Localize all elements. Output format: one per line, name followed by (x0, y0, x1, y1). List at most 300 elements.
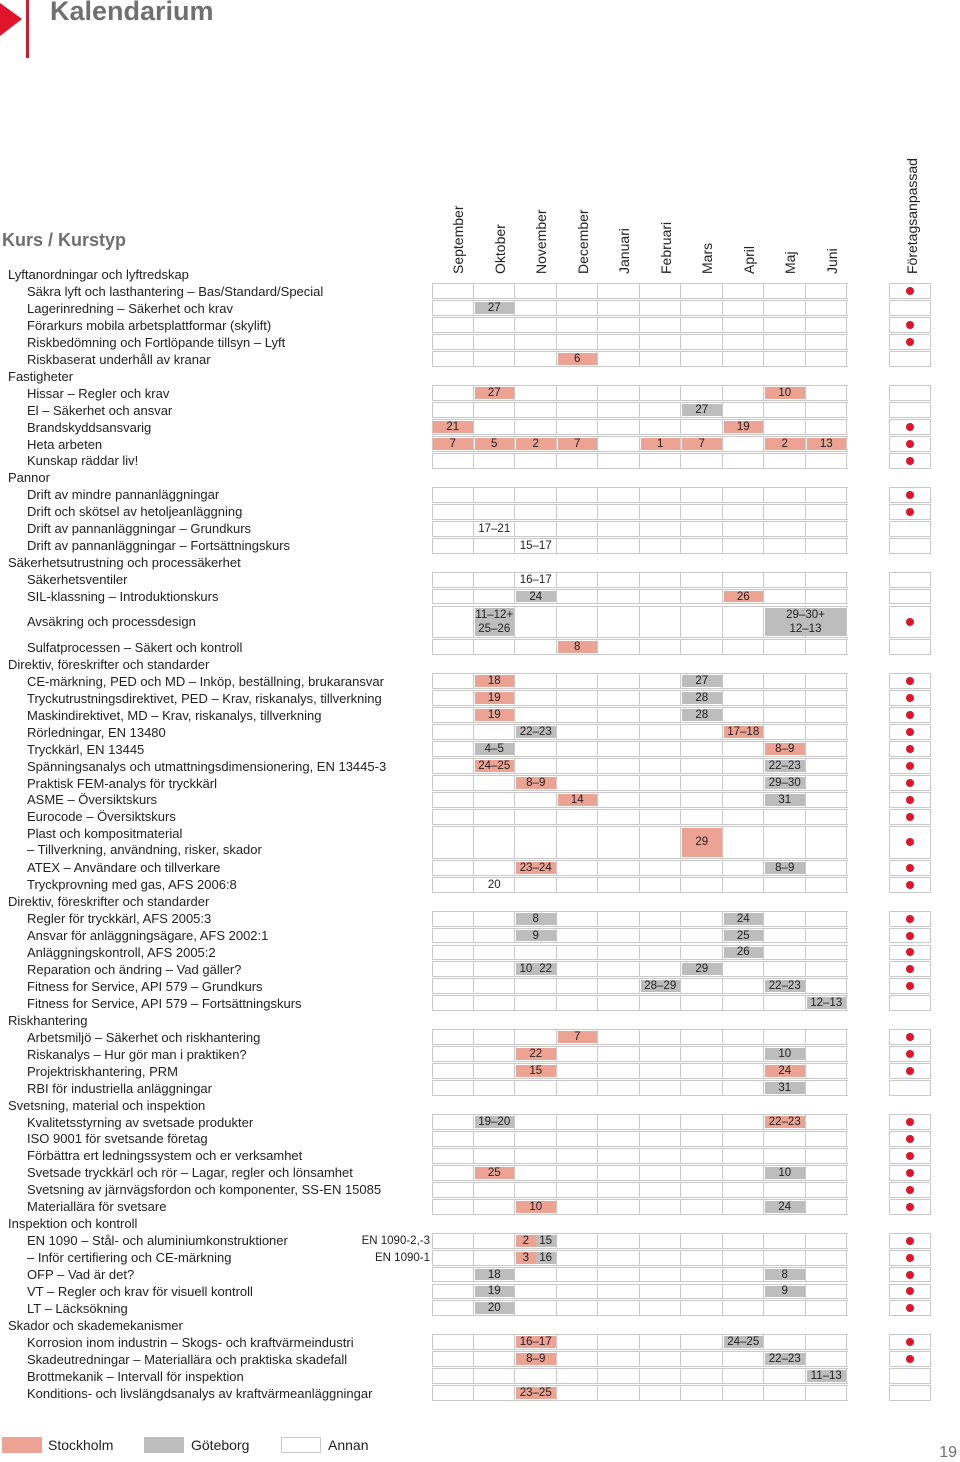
month-cell (432, 979, 474, 993)
month-cell (598, 708, 640, 722)
month-cell (723, 810, 765, 824)
month-cell (723, 1166, 765, 1180)
month-cell (764, 1369, 806, 1383)
month-cell (432, 403, 474, 417)
month-cell (723, 1352, 765, 1366)
month-cell (723, 505, 765, 519)
custom-available-dot-icon (906, 508, 914, 516)
month-cell (515, 1166, 557, 1180)
month-cell (640, 386, 682, 400)
month-grid-row (432, 1080, 848, 1096)
month-cell (515, 691, 557, 705)
month-grid-row (432, 860, 848, 876)
month-cell (557, 301, 599, 315)
course-date-text: 15 (539, 1234, 553, 1247)
course-date-text: 31 (778, 793, 792, 806)
month-cell (764, 454, 806, 468)
course-date (724, 930, 764, 942)
month-cell (723, 1251, 765, 1265)
month-cell (640, 1285, 682, 1299)
month-cell (640, 1335, 682, 1349)
month-cell (432, 454, 474, 468)
section-heading: Pannor (8, 470, 50, 486)
month-cell (723, 539, 765, 553)
custom-course-cell (889, 606, 931, 639)
month-cell (640, 488, 682, 502)
month-cell (515, 878, 557, 892)
course-label: Arbetsmiljö – Säkerhet och riskhantering (27, 1029, 261, 1045)
month-cell (806, 962, 848, 976)
month-cell (474, 1030, 516, 1044)
course-label: Anläggningskontroll, AFS 2005:2 (27, 945, 216, 960)
month-cell (598, 352, 640, 366)
month-cell (474, 776, 516, 790)
custom-available-dot-icon (906, 1186, 914, 1194)
custom-course-cell (889, 1250, 931, 1266)
month-cell (723, 454, 765, 468)
custom-course-cell (889, 961, 931, 977)
month-cell (723, 861, 765, 875)
month-cell (723, 1200, 765, 1214)
month-grid-row (432, 1046, 848, 1062)
month-cell (557, 759, 599, 773)
custom-course-cell (889, 283, 931, 299)
month-cell (432, 742, 474, 756)
custom-course-cell (889, 1334, 931, 1350)
custom-course-cell (889, 436, 931, 452)
month-cell (432, 725, 474, 739)
course-date (641, 438, 681, 450)
month-cell (598, 607, 640, 638)
custom-available-dot-icon (906, 838, 914, 846)
month-cell (557, 878, 599, 892)
course-label: Svetsade tryckkärl och rör – Lagar, regler och lönsamhet (27, 1165, 353, 1181)
course-date (765, 777, 805, 789)
month-cell (432, 827, 474, 858)
course-date-text: 1 (657, 437, 664, 450)
course-label: Plast och kompositmaterial (27, 826, 183, 842)
custom-available-dot-icon (906, 491, 914, 499)
month-grid-row (432, 1114, 848, 1130)
month-cell (806, 1047, 848, 1061)
course-date (765, 1082, 805, 1094)
month-cell (474, 454, 516, 468)
month-grid-row (432, 504, 848, 520)
month-grid-row (432, 724, 848, 740)
course-date-text: 18 (487, 675, 501, 688)
month-cell (432, 1234, 474, 1248)
month-cell (806, 488, 848, 502)
course-date (765, 438, 805, 450)
month-cell (557, 1200, 599, 1214)
course-date-text: 10 (778, 1048, 792, 1061)
custom-available-dot-icon (906, 982, 914, 990)
custom-course-cell (889, 317, 931, 333)
course-label: VT – Regler och krav för visuell kontroll (27, 1284, 253, 1299)
course-label: Lagerinredning – Säkerhet och krav (27, 300, 233, 316)
course-date (475, 1269, 515, 1281)
legend-label-goteborg: Göteborg (191, 1437, 250, 1453)
month-cell (515, 996, 557, 1010)
course-label: Tryckutrustningsdirektivet, PED – Krav, riskanalys, tillverkning (27, 690, 382, 706)
month-cell (806, 454, 848, 468)
month-cell (806, 929, 848, 943)
month-cell (557, 1166, 599, 1180)
course-date (475, 608, 515, 637)
month-cell (598, 962, 640, 976)
course-date (682, 438, 722, 450)
month-cell (598, 1234, 640, 1248)
month-cell (515, 640, 557, 654)
month-cell (598, 335, 640, 349)
custom-course-cell (889, 877, 931, 893)
month-cell (723, 403, 765, 417)
month-cell (681, 640, 723, 654)
course-date (765, 1269, 805, 1281)
month-cell (723, 1386, 765, 1400)
month-cell (640, 505, 682, 519)
month-cell (557, 454, 599, 468)
month-cell (806, 1030, 848, 1044)
course-date (475, 302, 515, 314)
month-cell (598, 996, 640, 1010)
course-date-text: 16 (539, 1251, 553, 1264)
course-date-text: 27 (695, 675, 709, 688)
course-date (724, 1336, 764, 1348)
month-cell (557, 335, 599, 349)
month-cell (432, 674, 474, 688)
course-date (682, 963, 722, 975)
month-cell (432, 1183, 474, 1197)
month-cell (432, 573, 474, 587)
course-date (536, 1252, 556, 1264)
month-cell (681, 810, 723, 824)
month-cell (557, 1064, 599, 1078)
month-grid-row (432, 436, 848, 452)
custom-available-dot-icon (906, 1152, 914, 1160)
page-title: Kalendarium (50, 0, 214, 26)
month-cell (557, 861, 599, 875)
month-cell (640, 284, 682, 298)
month-cell (515, 352, 557, 366)
month-cell (598, 1030, 640, 1044)
course-date-text: 21 (446, 421, 460, 434)
month-cell (806, 742, 848, 756)
month-cell (764, 1386, 806, 1400)
month-cell (598, 420, 640, 434)
month-cell (806, 403, 848, 417)
course-date (558, 641, 598, 653)
month-grid-row (432, 453, 848, 469)
month-cell (640, 793, 682, 807)
month-cell (557, 1132, 599, 1146)
month-cell (474, 929, 516, 943)
month-cell (598, 437, 640, 451)
custom-course-cell (889, 1182, 931, 1198)
course-date-text: 22–23 (768, 980, 801, 993)
month-cell (598, 776, 640, 790)
custom-course-cell (889, 995, 931, 1011)
month-cell (723, 708, 765, 722)
course-label: ISO 9001 för svetsande företag (27, 1131, 208, 1147)
month-cell (806, 301, 848, 315)
course-label: – Inför certifiering och CE-märkning (27, 1250, 232, 1266)
course-label: Reparation och ändring – Vad gäller? (27, 961, 242, 977)
course-date-text: 8 (781, 1268, 788, 1281)
custom-available-dot-icon (906, 1033, 914, 1041)
page-corner-marker (0, 0, 34, 58)
month-cell (557, 420, 599, 434)
month-cell (681, 301, 723, 315)
month-cell (764, 522, 806, 536)
month-cell (681, 454, 723, 468)
month-grid-row (432, 690, 848, 706)
month-cell (640, 878, 682, 892)
month-cell (681, 522, 723, 536)
course-label: Hissar – Regler och krav (27, 385, 170, 401)
course-date-text: 8–9 (526, 776, 546, 789)
custom-course-cell (889, 1029, 931, 1045)
month-cell (432, 1132, 474, 1146)
month-cell (723, 691, 765, 705)
month-cell (432, 1285, 474, 1299)
course-date-text: 16–17 (519, 1336, 552, 1349)
month-cell (681, 1386, 723, 1400)
month-cell (432, 539, 474, 553)
month-cell (598, 793, 640, 807)
month-cell (681, 1115, 723, 1129)
course-label: Maskindirektivet, MD – Krav, riskanalys, tillverkning (27, 707, 322, 723)
month-cell (723, 1030, 765, 1044)
month-grid-row (432, 351, 848, 367)
month-cell (432, 962, 474, 976)
month-cell (598, 1081, 640, 1095)
month-cell (557, 979, 599, 993)
month-cell (764, 539, 806, 553)
month-cell (723, 878, 765, 892)
month-cell (515, 742, 557, 756)
custom-course-cell (889, 792, 931, 808)
course-label: Fitness for Service, API 579 – Fortsättningskurs (27, 995, 302, 1011)
month-cell (432, 1268, 474, 1282)
custom-course-cell (889, 1351, 931, 1367)
month-cell (806, 1149, 848, 1163)
month-cell (432, 776, 474, 790)
month-cell (806, 522, 848, 536)
month-cell (681, 335, 723, 349)
month-cell (764, 878, 806, 892)
course-label: Sulfatprocessen – Säkert och kontroll (27, 639, 243, 655)
custom-course-cell (889, 945, 931, 961)
course-date (765, 1065, 805, 1077)
month-cell (806, 946, 848, 960)
course-date-text: 11–13 (810, 1370, 842, 1383)
month-cell (723, 1183, 765, 1197)
course-date-text: 9 (532, 929, 539, 942)
custom-available-dot-icon (906, 1355, 914, 1363)
course-date (475, 675, 515, 687)
course-label: Tryckkärl, EN 13445 (27, 741, 145, 757)
course-date-text: 29 (695, 836, 709, 849)
course-date-text: 15–17 (519, 539, 552, 552)
month-cell (557, 284, 599, 298)
course-date (516, 930, 556, 942)
custom-available-dot-icon (906, 932, 914, 940)
month-cell (640, 1047, 682, 1061)
month-cell (432, 810, 474, 824)
month-cell (681, 759, 723, 773)
month-cell (474, 1064, 516, 1078)
month-grid-row (432, 1334, 848, 1350)
course-date (475, 760, 515, 772)
course-date-text: 2 (522, 1234, 530, 1247)
custom-available-dot-icon (906, 338, 914, 346)
course-date (536, 963, 556, 975)
month-cell (515, 1301, 557, 1315)
course-date-text: 7 (574, 1031, 581, 1044)
course-date (724, 726, 764, 738)
course-date-text: 6 (574, 353, 581, 366)
month-cell (432, 1115, 474, 1129)
course-date-text: 29–30 (768, 776, 801, 789)
course-label: Svetsning av järnvägsfordon och komponenter, SS-EN 15085 (27, 1182, 382, 1198)
course-date-text: 23–24 (519, 861, 552, 874)
section-heading: Direktiv, föreskrifter och standarder (8, 656, 210, 672)
month-header-december: December (574, 209, 591, 274)
month-cell (723, 1132, 765, 1146)
course-date-text: 22–23 (519, 726, 552, 739)
month-grid-row (432, 741, 848, 757)
course-label: Avsäkring och processdesign (27, 614, 196, 629)
course-date-text: 28 (695, 709, 709, 722)
month-cell (806, 1301, 848, 1315)
month-cell (598, 1251, 640, 1265)
custom-available-dot-icon (906, 915, 914, 923)
month-cell (432, 386, 474, 400)
course-label: Heta arbeten (27, 436, 103, 452)
custom-course-cell (889, 860, 931, 876)
section-heading: Riskhantering (8, 1012, 88, 1028)
month-cell (598, 912, 640, 926)
month-cell (681, 352, 723, 366)
month-cell (723, 1064, 765, 1078)
month-cell (764, 725, 806, 739)
month-cell (598, 403, 640, 417)
course-label: RBI för industriella anläggningar (27, 1080, 212, 1096)
section-heading: Inspektion och kontroll (8, 1216, 138, 1232)
month-cell (640, 996, 682, 1010)
month-grid-row (432, 877, 848, 893)
month-cell (515, 318, 557, 332)
course-date-text: 31 (778, 1082, 792, 1095)
course-date (516, 913, 556, 925)
month-cell (598, 674, 640, 688)
month-cell (764, 505, 806, 519)
custom-course-cell (889, 911, 931, 927)
course-date (765, 1167, 805, 1179)
course-date-text: 10 (529, 1200, 543, 1213)
month-cell (723, 318, 765, 332)
custom-available-dot-icon (906, 1254, 914, 1262)
course-date (558, 794, 598, 806)
month-cell (640, 1166, 682, 1180)
course-date (516, 1336, 556, 1348)
month-cell (474, 827, 516, 858)
course-date (765, 743, 805, 755)
month-cell (474, 810, 516, 824)
month-cell (681, 1200, 723, 1214)
course-date-text: 20 (487, 1302, 501, 1315)
course-date-text: 19 (736, 421, 750, 434)
course-date (682, 828, 722, 857)
month-cell (681, 725, 723, 739)
month-cell (806, 505, 848, 519)
page-number: 19 (939, 1444, 957, 1461)
course-date (558, 353, 598, 365)
month-cell (515, 1149, 557, 1163)
course-date-text: 2 (532, 437, 539, 450)
month-cell (474, 1352, 516, 1366)
month-cell (640, 810, 682, 824)
month-cell (515, 810, 557, 824)
custom-course-cell (889, 1046, 931, 1062)
month-cell (598, 1386, 640, 1400)
custom-course-cell (889, 1063, 931, 1079)
custom-course-cell (889, 453, 931, 469)
course-label: Spänningsanalys och utmattningsdimensionering, EN 13445-3 (27, 758, 387, 774)
custom-available-dot-icon (906, 965, 914, 973)
month-cell (474, 962, 516, 976)
month-cell (806, 1064, 848, 1078)
month-cell (764, 488, 806, 502)
course-date (724, 421, 764, 433)
month-cell (598, 946, 640, 960)
month-cell (640, 725, 682, 739)
month-cell (432, 318, 474, 332)
month-cell (640, 1369, 682, 1383)
month-cell (598, 318, 640, 332)
month-cell (806, 284, 848, 298)
month-cell (764, 810, 806, 824)
course-date-text: 12–13 (810, 997, 843, 1010)
custom-available-dot-icon (906, 813, 914, 821)
month-header-februari: Februari (657, 221, 674, 274)
course-date-text: 18 (487, 1268, 501, 1281)
month-grid-row (432, 521, 848, 537)
month-cell (764, 352, 806, 366)
month-cell (806, 1251, 848, 1265)
month-cell (640, 946, 682, 960)
course-label: Projektriskhantering, PRM (27, 1063, 178, 1079)
custom-course-cell (889, 589, 931, 605)
custom-available-dot-icon (906, 440, 914, 448)
course-date (807, 438, 847, 450)
month-grid-row (432, 1029, 848, 1045)
month-cell (723, 1149, 765, 1163)
month-grid-row (432, 775, 848, 791)
month-cell (640, 708, 682, 722)
course-date-text: 10 (778, 1166, 792, 1179)
course-date (765, 980, 805, 992)
month-cell (432, 640, 474, 654)
month-cell (515, 386, 557, 400)
month-grid-row (432, 283, 848, 299)
month-cell (432, 1335, 474, 1349)
month-cell (681, 1047, 723, 1061)
course-date-text: 10 (778, 387, 792, 400)
month-cell (474, 946, 516, 960)
month-cell (557, 1081, 599, 1095)
